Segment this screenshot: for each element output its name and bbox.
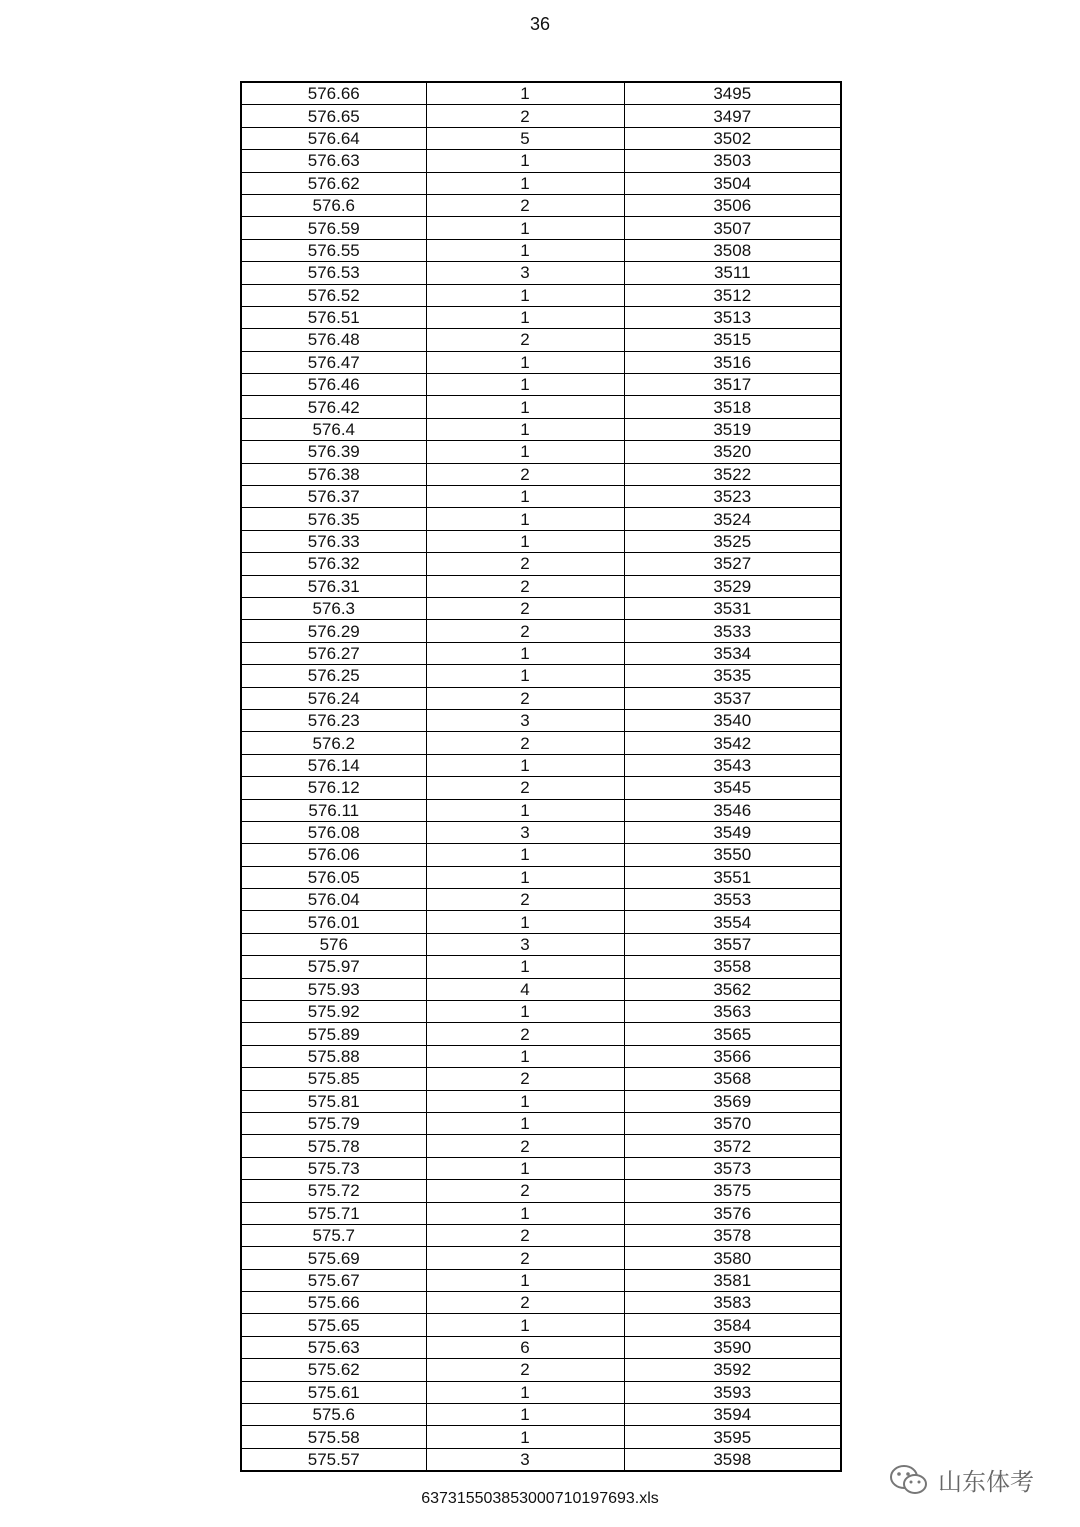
count-cell: 2 [426, 1359, 624, 1381]
score-cell: 576.11 [241, 799, 426, 821]
table-row [241, 754, 841, 776]
table-row [241, 978, 841, 1000]
table-row [241, 1426, 841, 1448]
score-cell: 576.6 [241, 194, 426, 216]
watermark-text: 山东体考 [938, 1469, 1034, 1496]
table-row [241, 956, 841, 978]
cumulative-cell: 3516 [624, 351, 841, 373]
table-row [241, 665, 841, 687]
count-cell: 2 [426, 463, 624, 485]
cumulative-cell: 3578 [624, 1224, 841, 1246]
cumulative-cell: 3568 [624, 1068, 841, 1090]
count-cell: 1 [426, 82, 624, 105]
table-row [241, 597, 841, 619]
score-cell: 576.47 [241, 351, 426, 373]
cumulative-cell: 3570 [624, 1112, 841, 1134]
table-row [241, 1448, 841, 1471]
cumulative-cell: 3598 [624, 1448, 841, 1471]
count-cell: 2 [426, 1180, 624, 1202]
table-row [241, 508, 841, 530]
cumulative-cell: 3554 [624, 911, 841, 933]
table-row [241, 1180, 841, 1202]
count-cell: 1 [426, 665, 624, 687]
score-cell: 575.89 [241, 1023, 426, 1045]
score-cell: 576.3 [241, 597, 426, 619]
cumulative-cell: 3569 [624, 1090, 841, 1112]
score-cell: 576.12 [241, 777, 426, 799]
count-cell: 1 [426, 441, 624, 463]
table-row [241, 239, 841, 261]
table-row [241, 1359, 841, 1381]
score-cell: 576.4 [241, 418, 426, 440]
score-cell: 576.63 [241, 150, 426, 172]
cumulative-cell: 3519 [624, 418, 841, 440]
cumulative-cell: 3535 [624, 665, 841, 687]
count-cell: 2 [426, 1023, 624, 1045]
count-cell: 1 [426, 1314, 624, 1336]
cumulative-cell: 3563 [624, 1001, 841, 1023]
cumulative-cell: 3511 [624, 262, 841, 284]
cumulative-cell: 3517 [624, 374, 841, 396]
count-cell: 2 [426, 620, 624, 642]
cumulative-cell: 3557 [624, 933, 841, 955]
cumulative-cell: 3529 [624, 575, 841, 597]
count-cell: 1 [426, 396, 624, 418]
score-cell: 576.05 [241, 866, 426, 888]
score-cell: 576.46 [241, 374, 426, 396]
table-row [241, 530, 841, 552]
table-row [241, 1157, 841, 1179]
count-cell: 2 [426, 597, 624, 619]
table-row [241, 150, 841, 172]
score-cell: 576.2 [241, 732, 426, 754]
score-cell: 576.42 [241, 396, 426, 418]
table-row [241, 441, 841, 463]
cumulative-cell: 3531 [624, 597, 841, 619]
score-cell: 575.66 [241, 1292, 426, 1314]
table-row [241, 642, 841, 664]
table-row [241, 1292, 841, 1314]
count-cell: 2 [426, 1224, 624, 1246]
score-cell: 575.78 [241, 1135, 426, 1157]
cumulative-cell: 3550 [624, 844, 841, 866]
cumulative-cell: 3590 [624, 1336, 841, 1358]
score-cell: 575.85 [241, 1068, 426, 1090]
table-row [241, 1045, 841, 1067]
cumulative-cell: 3553 [624, 889, 841, 911]
score-cell: 576.06 [241, 844, 426, 866]
cumulative-cell: 3584 [624, 1314, 841, 1336]
count-cell: 1 [426, 1202, 624, 1224]
score-cell: 575.58 [241, 1426, 426, 1448]
table-row [241, 933, 841, 955]
score-cell: 575.69 [241, 1247, 426, 1269]
cumulative-cell: 3522 [624, 463, 841, 485]
score-cell: 576.51 [241, 306, 426, 328]
score-cell: 575.6 [241, 1404, 426, 1426]
cumulative-cell: 3502 [624, 127, 841, 149]
count-cell: 1 [426, 486, 624, 508]
cumulative-cell: 3515 [624, 329, 841, 351]
count-cell: 1 [426, 642, 624, 664]
cumulative-cell: 3583 [624, 1292, 841, 1314]
table-row [241, 1090, 841, 1112]
count-cell: 2 [426, 1292, 624, 1314]
score-cell: 576.23 [241, 709, 426, 731]
score-cell: 576.38 [241, 463, 426, 485]
count-cell: 2 [426, 1135, 624, 1157]
score-cell: 576.24 [241, 687, 426, 709]
count-cell: 1 [426, 1045, 624, 1067]
cumulative-cell: 3543 [624, 754, 841, 776]
cumulative-cell: 3525 [624, 530, 841, 552]
count-cell: 3 [426, 709, 624, 731]
count-cell: 2 [426, 1247, 624, 1269]
cumulative-cell: 3533 [624, 620, 841, 642]
cumulative-cell: 3573 [624, 1157, 841, 1179]
table-row [241, 486, 841, 508]
cumulative-cell: 3504 [624, 172, 841, 194]
count-cell: 1 [426, 844, 624, 866]
cumulative-cell: 3594 [624, 1404, 841, 1426]
table-row [241, 1404, 841, 1426]
cumulative-cell: 3506 [624, 194, 841, 216]
table-row [241, 620, 841, 642]
cumulative-cell: 3580 [624, 1247, 841, 1269]
table-row [241, 1202, 841, 1224]
score-cell: 576.08 [241, 821, 426, 843]
score-cell: 575.61 [241, 1381, 426, 1403]
count-cell: 1 [426, 150, 624, 172]
score-cell: 576.37 [241, 486, 426, 508]
cumulative-cell: 3562 [624, 978, 841, 1000]
table-row [241, 1314, 841, 1336]
count-cell: 1 [426, 530, 624, 552]
score-cell: 576 [241, 933, 426, 955]
table-row [241, 1381, 841, 1403]
count-cell: 5 [426, 127, 624, 149]
score-cell: 575.67 [241, 1269, 426, 1291]
cumulative-cell: 3565 [624, 1023, 841, 1045]
score-table-body [241, 82, 841, 1471]
score-cell: 576.14 [241, 754, 426, 776]
cumulative-cell: 3495 [624, 82, 841, 105]
count-cell: 2 [426, 194, 624, 216]
score-cell: 576.52 [241, 284, 426, 306]
score-cell: 576.31 [241, 575, 426, 597]
count-cell: 2 [426, 777, 624, 799]
table-row [241, 844, 841, 866]
cumulative-cell: 3527 [624, 553, 841, 575]
table-row [241, 105, 841, 127]
score-cell: 576.25 [241, 665, 426, 687]
count-cell: 2 [426, 1068, 624, 1090]
count-cell: 1 [426, 351, 624, 373]
score-cell: 576.66 [241, 82, 426, 105]
table-row [241, 1269, 841, 1291]
score-cell: 576.59 [241, 217, 426, 239]
score-cell: 575.71 [241, 1202, 426, 1224]
count-cell: 2 [426, 732, 624, 754]
score-cell: 576.64 [241, 127, 426, 149]
footer-filename: 637315503853000710197693.xls [421, 1490, 659, 1507]
count-cell: 1 [426, 306, 624, 328]
table-row [241, 911, 841, 933]
table-row [241, 866, 841, 888]
count-cell: 1 [426, 1157, 624, 1179]
cumulative-cell: 3566 [624, 1045, 841, 1067]
table-row [241, 284, 841, 306]
count-cell: 4 [426, 978, 624, 1000]
table-row [241, 799, 841, 821]
cumulative-cell: 3534 [624, 642, 841, 664]
table-row [241, 396, 841, 418]
score-cell: 576.32 [241, 553, 426, 575]
count-cell: 1 [426, 1001, 624, 1023]
table-row [241, 217, 841, 239]
cumulative-cell: 3507 [624, 217, 841, 239]
score-cell: 575.93 [241, 978, 426, 1000]
table-row [241, 82, 841, 105]
count-cell: 1 [426, 866, 624, 888]
score-cell: 575.79 [241, 1112, 426, 1134]
cumulative-cell: 3595 [624, 1426, 841, 1448]
cumulative-cell: 3513 [624, 306, 841, 328]
score-cell: 575.62 [241, 1359, 426, 1381]
table-row [241, 374, 841, 396]
cumulative-cell: 3549 [624, 821, 841, 843]
table-row [241, 1023, 841, 1045]
table-row [241, 1001, 841, 1023]
score-cell: 576.55 [241, 239, 426, 261]
count-cell: 2 [426, 329, 624, 351]
count-cell: 1 [426, 217, 624, 239]
table-row [241, 687, 841, 709]
cumulative-cell: 3520 [624, 441, 841, 463]
count-cell: 3 [426, 1448, 624, 1471]
table-row [241, 172, 841, 194]
count-cell: 3 [426, 262, 624, 284]
table-row [241, 1336, 841, 1358]
cumulative-cell: 3551 [624, 866, 841, 888]
count-cell: 1 [426, 508, 624, 530]
count-cell: 2 [426, 105, 624, 127]
table-row [241, 194, 841, 216]
cumulative-cell: 3593 [624, 1381, 841, 1403]
score-cell: 575.81 [241, 1090, 426, 1112]
count-cell: 1 [426, 1404, 624, 1426]
cumulative-cell: 3508 [624, 239, 841, 261]
table-row [241, 329, 841, 351]
table-row [241, 1112, 841, 1134]
score-cell: 575.7 [241, 1224, 426, 1246]
cumulative-cell: 3503 [624, 150, 841, 172]
count-cell: 1 [426, 799, 624, 821]
count-cell: 3 [426, 821, 624, 843]
cumulative-cell: 3537 [624, 687, 841, 709]
table-row [241, 777, 841, 799]
score-cell: 576.33 [241, 530, 426, 552]
cumulative-cell: 3546 [624, 799, 841, 821]
count-cell: 1 [426, 1426, 624, 1448]
table-row [241, 262, 841, 284]
score-cell: 575.73 [241, 1157, 426, 1179]
cumulative-cell: 3518 [624, 396, 841, 418]
table-row [241, 821, 841, 843]
count-cell: 3 [426, 933, 624, 955]
score-cell: 575.72 [241, 1180, 426, 1202]
count-cell: 1 [426, 754, 624, 776]
cumulative-cell: 3575 [624, 1180, 841, 1202]
cumulative-cell: 3581 [624, 1269, 841, 1291]
table-row [241, 1247, 841, 1269]
table-row [241, 1068, 841, 1090]
score-cell: 576.35 [241, 508, 426, 530]
cumulative-cell: 3523 [624, 486, 841, 508]
cumulative-cell: 3558 [624, 956, 841, 978]
cumulative-cell: 3497 [624, 105, 841, 127]
cumulative-cell: 3542 [624, 732, 841, 754]
table-row [241, 1224, 841, 1246]
score-cell: 576.53 [241, 262, 426, 284]
count-cell: 1 [426, 1381, 624, 1403]
count-cell: 2 [426, 687, 624, 709]
score-cell: 575.63 [241, 1336, 426, 1358]
score-cell: 576.01 [241, 911, 426, 933]
count-cell: 1 [426, 956, 624, 978]
table-row [241, 1135, 841, 1157]
count-cell: 1 [426, 1269, 624, 1291]
count-cell: 1 [426, 418, 624, 440]
count-cell: 1 [426, 239, 624, 261]
cumulative-cell: 3592 [624, 1359, 841, 1381]
score-table [240, 81, 842, 1472]
cumulative-cell: 3572 [624, 1135, 841, 1157]
score-cell: 575.57 [241, 1448, 426, 1471]
cumulative-cell: 3512 [624, 284, 841, 306]
count-cell: 2 [426, 553, 624, 575]
table-row [241, 127, 841, 149]
score-cell: 575.65 [241, 1314, 426, 1336]
page-number: 36 [529, 14, 551, 34]
table-row [241, 553, 841, 575]
score-cell: 576.62 [241, 172, 426, 194]
table-row [241, 575, 841, 597]
cumulative-cell: 3545 [624, 777, 841, 799]
score-cell: 576.29 [241, 620, 426, 642]
score-cell: 575.92 [241, 1001, 426, 1023]
table-row [241, 889, 841, 911]
score-cell: 576.48 [241, 329, 426, 351]
score-cell: 576.27 [241, 642, 426, 664]
table-row [241, 351, 841, 373]
score-cell: 576.65 [241, 105, 426, 127]
score-cell: 576.39 [241, 441, 426, 463]
cumulative-cell: 3576 [624, 1202, 841, 1224]
table-row [241, 732, 841, 754]
count-cell: 1 [426, 911, 624, 933]
count-cell: 1 [426, 1090, 624, 1112]
score-cell: 576.04 [241, 889, 426, 911]
table-row [241, 463, 841, 485]
count-cell: 1 [426, 284, 624, 306]
count-cell: 1 [426, 172, 624, 194]
count-cell: 2 [426, 889, 624, 911]
count-cell: 1 [426, 1112, 624, 1134]
score-cell: 575.97 [241, 956, 426, 978]
count-cell: 2 [426, 575, 624, 597]
cumulative-cell: 3524 [624, 508, 841, 530]
table-row [241, 709, 841, 731]
count-cell: 1 [426, 374, 624, 396]
table-row [241, 306, 841, 328]
table-row [241, 418, 841, 440]
cumulative-cell: 3540 [624, 709, 841, 731]
score-cell: 575.88 [241, 1045, 426, 1067]
count-cell: 6 [426, 1336, 624, 1358]
